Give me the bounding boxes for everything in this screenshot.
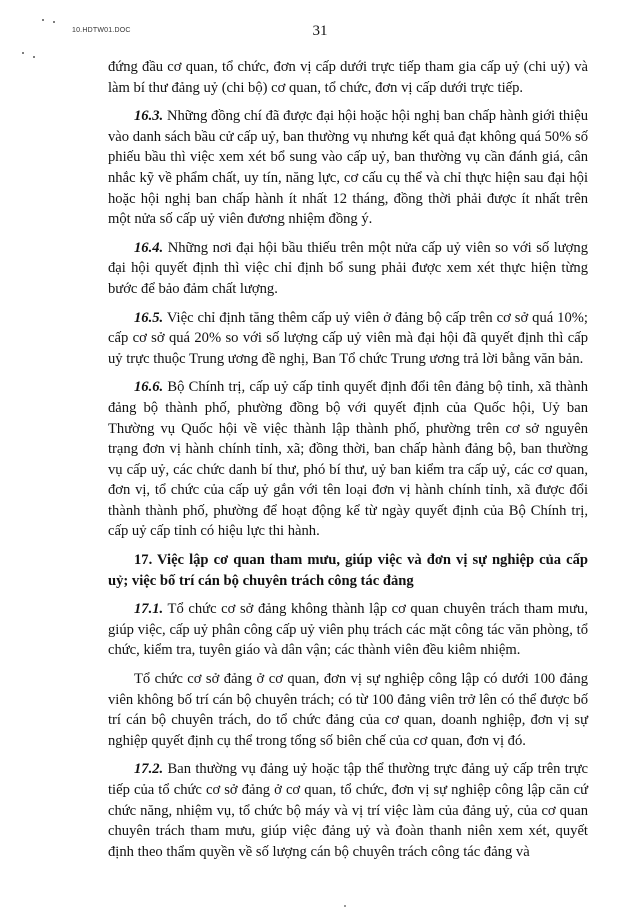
scan-speck bbox=[42, 19, 44, 21]
paragraph: đứng đầu cơ quan, tổ chức, đơn vị cấp dưới trực tiếp tham gia cấp uỷ (chi uỷ) và làm bí thư đảng uỷ (chi bộ) cơ quan, tổ chức, đơn vị cấp dưới trực tiếp. bbox=[108, 59, 588, 96]
paragraph-16-3: 16.3. Những đồng chí đã được đại hội hoặc hội nghị ban chấp hành giới thiệu vào danh sách bầu cử cấp uỷ, ban thường vụ nhưng kết quả đạt không quá 50% số phiếu bầu thì việc xem xét bổ sung vào cấp uỷ, ban thường vụ cần đánh giá, cân nhắc kỹ về phẩm chất, uy tín, năng lực, cơ cấu cụ thể và chỉ thực hiện sau đại hội hoặc hội nghị ban chấp hành ít nhất 12 tháng, đồng thời phải được ít nhất trên một nửa số cấp uỷ viên đương nhiệm đồng ý. bbox=[108, 108, 588, 228]
scan-speck bbox=[22, 52, 24, 54]
document-body bbox=[108, 57, 588, 870]
paragraph-17-2: 17.2. Ban thường vụ đảng uỷ hoặc tập thể thường trực đảng uỷ cấp trên trực tiếp của tổ chức cơ sở đảng ở cơ quan, tổ chức, đơn vị sự nghiệp công lập căn cứ chức năng, nhiệm vụ, tổ chức bộ máy và vị trí việc làm của đảng uỷ, của cơ quan chuyên trách tham mưu, giúp việc đảng uỷ và đoàn thanh niên xem xét, quyết định theo thẩm quyền về số lượng cán bộ chuyên trách công tác đảng và bbox=[108, 761, 588, 860]
paragraph-16-6: 16.6. Bộ Chính trị, cấp uỷ cấp tỉnh quyết định đổi tên đảng bộ tỉnh, xã thành đảng bộ thành phố, phường đồng bộ với quyết định của Quốc hội, Uỷ ban Thường vụ Quốc hội về việc thành lập thành phố, phường trên cơ sở nguyên trạng đơn vị hành chính tỉnh, xã; đồng thời, ban chấp hành đảng bộ, ban thường vụ cấp uỷ, các chức danh bí thư, phó bí thư, uỷ ban kiểm tra cấp uỷ, các cơ quan, đơn vị, tổ chức của cấp uỷ gắn với tên loại đơn vị hành chính tỉnh, xã được đổi thành thành phố, phường để hoạt động kể từ ngày quyết định của Bộ Chính trị, cấp uỷ cấp tỉnh có hiệu lực thi hành. bbox=[108, 379, 588, 540]
paragraph: Tổ chức cơ sở đảng ở cơ quan, đơn vị sự nghiệp công lập có dưới 100 đảng viên không bố trí cán bộ chuyên trách; có từ 100 đảng viên trở lên có thể được bố trí cán bộ chuyên trách, do tổ chức đảng của cơ quan, doanh nghiệp, đơn vị sự nghiệp quyết định cụ thể trong tổng số biên chế của cơ quan, đơn vị đó. bbox=[108, 671, 588, 749]
paragraph-17-1: 17.1. Tổ chức cơ sở đảng không thành lập cơ quan chuyên trách tham mưu, giúp việc, cấp uỷ phân công cấp uỷ viên phụ trách các mặt công tác văn phòng, tổ chức, kiểm tra, tuyên giáo và dân vận; các thành viên đều kiêm nhiệm. bbox=[108, 601, 588, 659]
scan-speck bbox=[33, 56, 35, 58]
section-heading: 17. Việc lập cơ quan tham mưu, giúp việc và đơn vị sự nghiệp của cấp uỷ; việc bố trí cán bộ chuyên trách công tác đảng bbox=[108, 552, 588, 589]
scan-speck bbox=[344, 905, 346, 907]
paragraph-16-4: 16.4. Những nơi đại hội bầu thiếu trên một nửa cấp uỷ viên so với số lượng đại hội quyết định thì việc chỉ định bổ sung phải được xem xét thực hiện từng bước để bảo đảm chất lượng. bbox=[108, 239, 588, 297]
document-filename: 10.HDTW01.DOC bbox=[72, 27, 131, 34]
paragraph-16-5: 16.5. Việc chỉ định tăng thêm cấp uỷ viên ở đảng bộ cấp trên cơ sở quá 10%; cấp cơ sở quá 20% so với số lượng cấp uỷ viên mà đại hội đã quyết định thì cấp uỷ trực thuộc Trung ương đề nghị, Ban Tổ chức Trung ương trả lời bằng văn bản. bbox=[108, 309, 588, 367]
page-number: 31 bbox=[312, 23, 328, 39]
